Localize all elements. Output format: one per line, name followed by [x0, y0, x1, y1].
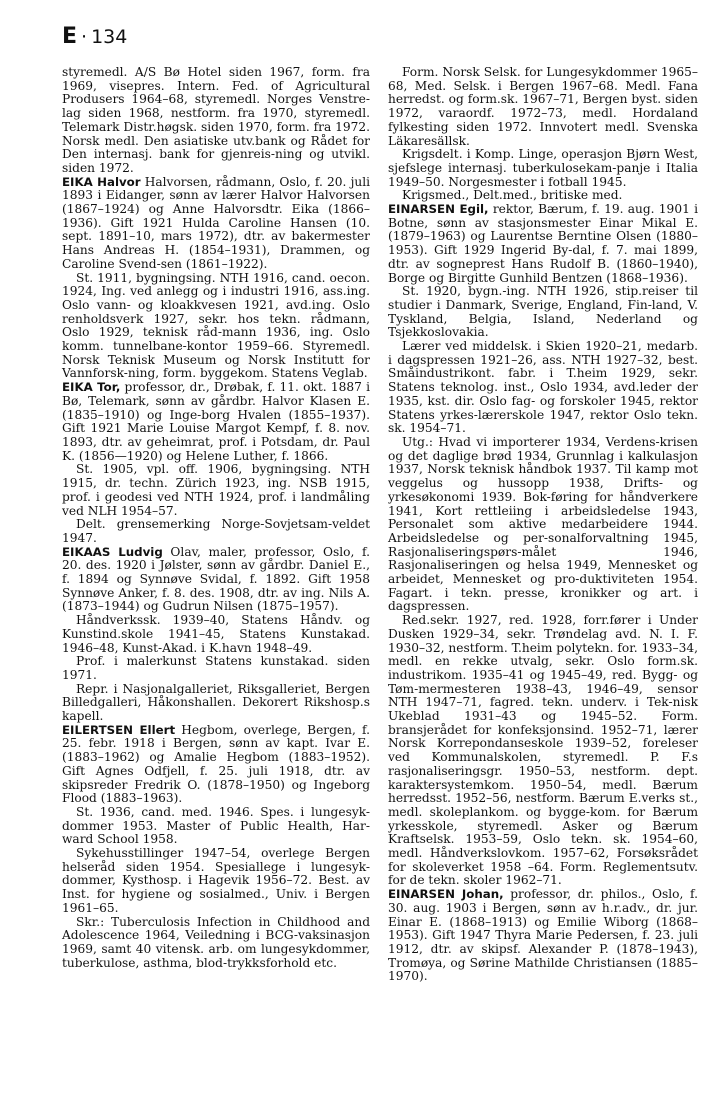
entry-paragraph: St. 1920, bygn.-ing. NTH 1926, stip.reiser til studier i Danmark, Sverige, England, Fin-land, V. Tyskland, Belgia, Island, Nederland og Tsjekkoslovakia.	[388, 284, 698, 340]
entry-name: EINARSEN Johan,	[388, 887, 504, 902]
entry-text: professor, dr. philos., Oslo, f. 30. aug. 1903 i Bergen, sønn av h.r.adv., dr. jur. Einar E. (1868–1913) og Emilie Wiborg (1868–1953). Gift 1947 Thyra Marie Pedersen, f. 23. juli 1912, dtr. av skipsf. Alexander P. (1878–1943), Tromøya, og Sørine Mathilde Christiansen (1885–1970).	[388, 887, 698, 984]
entry-paragraph: Delt. grensemerking Norge-Sovjetsam-veldet 1947.	[62, 517, 370, 545]
biography-entry	[62, 724, 370, 806]
entry-paragraph: St. 1911, bygningsing. NTH 1916, cand. oecon. 1924, Ing. ved anlegg og i industri 1916, ass.ing. Oslo vann- og kloakkvesen 1921, avd.ing. Oslo renholdsverk 1927, sekr. hos tekn. rådmann, Oslo 1929, teknisk råd-mann 1936, ing. Oslo komm. tunnelbane-kontor 1959–66. Styremedl. Norsk Teknisk Museum og Norsk Institutt for Vannforsk-ning, form. byggekom. Statens Veglab.	[62, 270, 370, 381]
entry-paragraph: Lærer ved middelsk. i Skien 1920–21, medarb. i dagspressen 1921–26, ass. NTH 1927–32, best. Småindustrikont. fabr. i T.heim 1929, sekr. Statens teknolog. inst., Oslo 1934, avd.leder der 1935, kst. dir. Oslo fag- og forskoler 1945, rektor Statens yrkes-lærerskole 1947, rektor Oslo tekn. sk. 1954–71.	[388, 339, 698, 436]
entry-text: rektor, Bærum, f. 19. aug. 1901 i Botne, sønn av stasjonsmester Einar Mikal E. (1879–1963) og Laurentse Berntine Olsen (1880–1953). Gift 1929 Ingerid By-dal, f. 7. mai 1899, dtr. av sogneprest Hans Rudolf B. (1860–1940), Borge og Birgitte Gunhild Bentzen (1868–1936).	[388, 202, 698, 285]
entry-paragraph: Håndverkssk. 1939–40, Statens Håndv. og Kunstind.skole 1941–45, Statens Kunstakad. 1946–48, Kunst-Akad. i K.havn 1948–49.	[62, 613, 370, 655]
entry-paragraph: Utg.: Hvad vi importerer 1934, Verdens-krisen og det daglige brød 1934, Grunnlag i kalkulasjon 1937, Norsk teknisk håndbok 1937. Til kamp mot veggelus og hussopp 1938, Drifts- og yrkesøkonomi 1939. Bok-føring for håndverkere 1941, Kort rettleiing i arbeidsledelse 1943, Personalet som aktive medarbeidere 1944. Arbeidsledelse og per-sonalforvaltning 1945, Rasjonaliseringspørs-målet 1946, Rasjonaliseringen og helsa 1949, Mennesket og arbeidet, Mennesket og pro-duktiviteten 1954. Fagart. i tekn. presse, kronikker og art. i dagspressen.	[388, 434, 698, 614]
entry-paragraph: Skr.: Tuberculosis Infection in Childhood and Adolescence 1964, Veiledning i BCG-vaksinasjon 1969, samt 40 vitensk. arb. om lungesykdommer, tuberkulose, asthma, blod-trykksforhold etc.	[62, 914, 370, 970]
page-number: 134	[91, 26, 128, 48]
entry-text: Olav, maler, professor, Oslo, f. 20. des. 1920 i Jølster, sønn av gårdbr. Daniel E., f. 1894 og Synnøve Svidal, f. 1892. Gift 1958 Synnøve Anker, f. 8. des. 1908, dtr. av ing. Nils A. (1873–1944) og Gudrun Nilsen (1875–1957).	[62, 544, 370, 614]
section-letter: E	[62, 24, 78, 49]
biography-entry	[62, 176, 370, 272]
biography-entry	[62, 546, 370, 615]
entry-text: Halvorsen, rådmann, Oslo, f. 20. juli 1893 i Eidanger, sønn av lærer Halvor Halvorsen (1867–1924) og Anne Halvorsdtr. Eika (1866–1936). Gift 1921 Hulda Caroline Hansen (10. sept. 1891–10, mars 1972), dtr. av bakermester Hans Andreas H. (1854–1931), Drammen, og Caroline Svend-sen (1861–1922).	[62, 174, 370, 271]
biography-entry	[62, 381, 370, 463]
entry-paragraph: St. 1905, vpl. off. 1906, bygningsing. NTH 1915, dr. techn. Zürich 1923, ing. NSB 1915, prof. i geodesi ved NTH 1924, prof. i landmåling ved NLH 1954–57.	[62, 462, 370, 518]
entry-paragraph: Prof. i malerkunst Statens kunstakad. siden 1971.	[62, 654, 370, 682]
page-header	[62, 24, 127, 49]
continued-paragraph: styremedl. A/S Bø Hotel siden 1967, form. fra 1969, visepres. Intern. Fed. of Agricultural Produsers 1964–68, styremedl. Norges Venstre-lag siden 1968, nestform. fra 1970, styremedl. Telemark Distr.høgsk. siden 1970, form. fra 1972. Norsk medl. Den asiatiske utv.bank og Rådet for Den internasj. bank for gjenreis-ning og utvikl. siden 1972.	[62, 65, 370, 175]
entry-paragraph: Krigsdelt. i Komp. Linge, operasjon Bjørn West, sjefslege internasj. tuberkulosekam-panje i Italia 1949–50. Norgesmester i fotball 1945.	[388, 147, 698, 189]
entry-name: EINARSEN Egil,	[388, 202, 489, 217]
entry-text: Hegbom, overlege, Bergen, f. 25. febr. 1918 i Bergen, sønn av kapt. Ivar E. (1883–1962) og Amalie Hegbom (1883–1952). Gift Agnes Odfjell, f. 25. juli 1918, dtr. av skipsreder Fredrik O. (1878–1950) og Ingeborg Flood (1883–1963).	[62, 722, 371, 806]
entry-paragraph: Sykehusstillinger 1947–54, overlege Bergen helseråd siden 1954. Spesiallege i lungesyk-dommer, Kysthosp. i Hagevik 1956–72. Best. av Inst. for hygiene og sosialmed., Univ. i Bergen 1961–65.	[62, 846, 370, 915]
entry-name: EILERTSEN Ellert	[62, 722, 176, 737]
biography-entry	[388, 888, 698, 984]
entry-text: professor, dr., Drøbak, f. 11. okt. 1887 i Bø, Telemark, sønn av gårdbr. Halvor Klasen E. (1835–1910) og Inge-borg Hvalen (1855–1937). Gift 1921 Marie Louise Margot Kempf, f. 8. nov. 1893, dtr. av geheimrat, prof. i Potsdam, dr. Paul K. (1856—1920) og Helene Luther, f. 1866.	[62, 380, 370, 463]
entry-name: EIKA Tor,	[62, 380, 121, 395]
entry-paragraph: Form. Norsk Selsk. for Lungesykdommer 1965–68, Med. Selsk. i Bergen 1967–68. Medl. Fana herredst. og form.sk. 1967–71, Bergen byst. siden 1972, varaordf. 1972–73, medl. Hordaland fylkesting siden 1972. Innvotert medl. Svenska Läkaresällsk.	[388, 65, 698, 148]
right-column	[388, 66, 698, 984]
entry-name: EIKAAS Ludvig	[62, 544, 163, 559]
entry-paragraph: Red.sekr. 1927, red. 1928, forr.fører i Under Dusken 1929–34, sekr. Trøndelag avd. N. I. F. 1930–32, nestform. T.heim polytekn. for. 1933–34, medl. en rekke utvalg, sekr. Oslo form.sk. industrikom. 1935–41 og 1945–49, red. Bygg- og Tøm-mermesteren 1938–43, 1946–49, sensor NTH 1947–71, fagred. tekn. underv. i Tek-nisk Ukeblad 1931–43 og 1945–52. Form. bransjerådet for konfeksjonsind. 1952–71, lærer Norsk Korrepondanseskole 1939–52, foreleser ved Kommunalskolen, styremedl. P. F.s rasjonaliseringsgr. 1950–53, nestform. dept. karaktersystemkom. 1950–54, medl. Bærum herredsst. 1952–56, nestform. Bærum E.verks st., medl. skoleplankom. og bygge-kom. for Bærum yrkesskole, styremedl. Asker og Bærum Kraftselsk. 1953–59, Oslo tekn. sk. 1954–60, medl. Håndverkslovkom. 1957–62, Forsøksrådet for skoleverket 1958 –64. Form. Reglementsutv. for de tekn. skoler 1962–71.	[388, 613, 698, 888]
entry-name: EIKA Halvor	[62, 174, 141, 189]
entry-paragraph: St. 1936, cand. med. 1946. Spes. i lungesyk-dommer 1953. Master of Public Health, Har-ward School 1958.	[62, 804, 370, 847]
biography-entry	[388, 203, 698, 285]
left-column	[62, 66, 370, 970]
header-separator: ·	[81, 26, 88, 48]
entry-paragraph: Repr. i Nasjonalgalleriet, Riksgalleriet, Bergen Billedgalleri, Håkonshallen. Dekorert Rikshosp.s kapell.	[62, 681, 370, 724]
entry-paragraph: Krigsmed., Delt.med., britiske med.	[402, 188, 623, 203]
